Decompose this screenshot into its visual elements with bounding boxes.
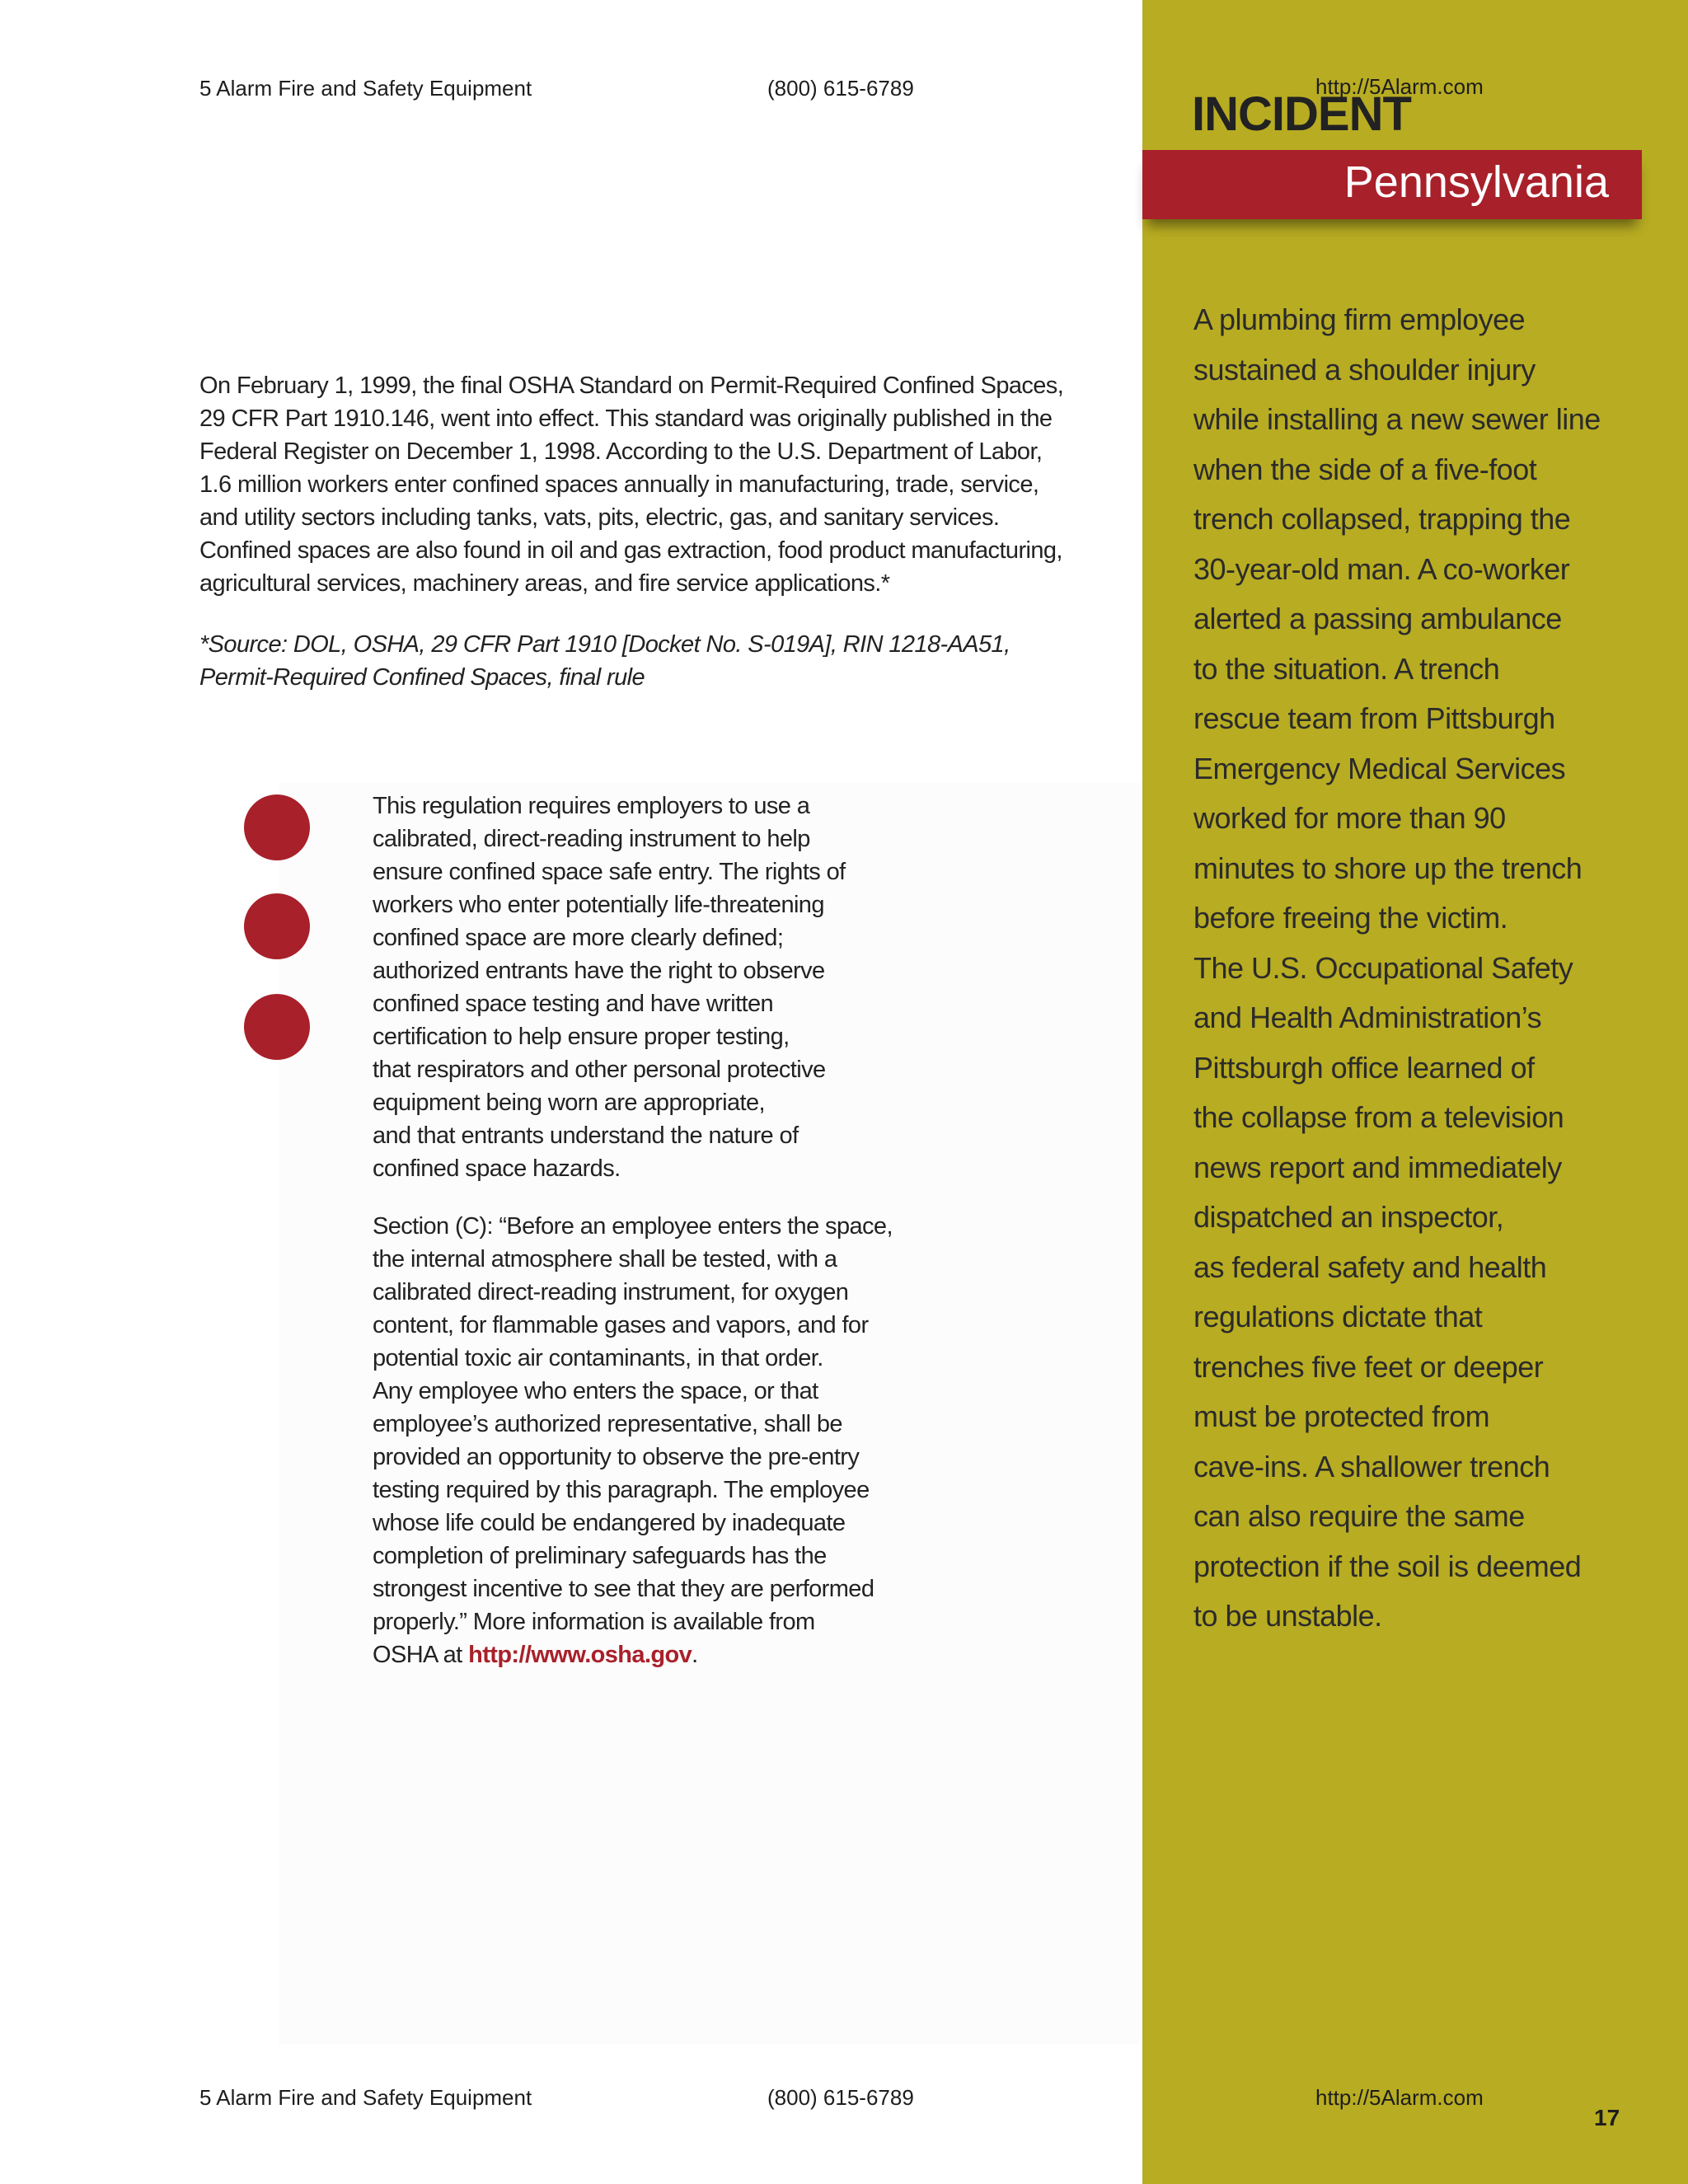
- source-line: Permit-Required Confined Spaces, final rule: [199, 664, 645, 691]
- header-company: 5 Alarm Fire and Safety Equipment: [199, 76, 532, 101]
- regulation-line: authorized entrants have the right to observe: [373, 958, 825, 984]
- section-line: content, for flammable gases and vapors, and for: [373, 1312, 869, 1338]
- section-line: provided an opportunity to observe the pre-entry: [373, 1444, 860, 1470]
- story-line: A plumbing firm employee: [1193, 302, 1526, 336]
- source-citation: [199, 628, 1106, 694]
- story-line: and Health Administration’s: [1193, 1001, 1542, 1034]
- story-line: to be unstable.: [1193, 1599, 1382, 1633]
- incident-story: [1193, 295, 1622, 1642]
- intro-line: On February 1, 1999, the final OSHA Standard on Permit-Required Confined Spaces,: [199, 373, 1064, 399]
- intro-line: Federal Register on December 1, 1998. According to the U.S. Department of Labor,: [199, 438, 1043, 465]
- intro-line: Confined spaces are also found in oil and gas extraction, food product manufacturing,: [199, 537, 1062, 564]
- footer-url[interactable]: http://5Alarm.com: [1315, 2085, 1484, 2110]
- regulation-line: This regulation requires employers to use a: [373, 793, 810, 819]
- incident-title: INCIDENT: [1192, 87, 1411, 141]
- regulation-line: that respirators and other personal protective: [373, 1057, 826, 1083]
- header-url[interactable]: http://5Alarm.com: [1315, 74, 1484, 99]
- intro-line: agricultural services, machinery areas, and fire service applications.*: [199, 570, 890, 597]
- osha-prefix: OSHA at: [373, 1642, 469, 1668]
- section-c-paragraph: [373, 1210, 908, 1671]
- osha-suffix: .: [692, 1642, 698, 1668]
- regulation-line: calibrated, direct-reading instrument to help: [373, 826, 810, 852]
- bullet-dot-3: [244, 994, 310, 1060]
- section-line: strongest incentive to see that they are performed: [373, 1576, 874, 1602]
- story-line: cave-ins. A shallower trench: [1193, 1449, 1550, 1483]
- section-line: employee’s authorized representative, shall be: [373, 1411, 842, 1437]
- header-phone: (800) 615-6789: [767, 76, 914, 101]
- section-line: calibrated direct-reading instrument, for oxygen: [373, 1279, 849, 1305]
- regulation-text: [373, 790, 908, 1696]
- regulation-line: and that entrants understand the nature of: [373, 1122, 799, 1149]
- story-line: alerted a passing ambulance: [1193, 602, 1562, 635]
- regulation-line: confined space hazards.: [373, 1155, 621, 1182]
- story-line: to the situation. A trench: [1193, 651, 1500, 686]
- intro-line: 29 CFR Part 1910.146, went into effect. This standard was originally published in the: [199, 405, 1053, 432]
- story-line: trench collapsed, trapping the: [1193, 502, 1571, 536]
- source-line: *Source: DOL, OSHA, 29 CFR Part 1910 [Docket No. S-019A], RIN 1218-AA51,: [199, 631, 1010, 658]
- story-line: dispatched an inspector,: [1193, 1200, 1504, 1234]
- story-line: 30-year-old man. A co-worker: [1193, 551, 1570, 586]
- story-line: before freeing the victim.: [1193, 901, 1508, 935]
- footer-company: 5 Alarm Fire and Safety Equipment: [199, 2085, 532, 2110]
- story-line: while installing a new sewer line: [1193, 402, 1601, 436]
- location-label: Pennsylvania: [1343, 157, 1609, 207]
- intro-paragraph: [199, 369, 1106, 600]
- bullet-dot-1: [244, 794, 310, 860]
- story-line: can also require the same: [1193, 1499, 1525, 1533]
- regulation-line: certification to help ensure proper testing,: [373, 1024, 790, 1050]
- story-line: worked for more than 90: [1193, 801, 1506, 835]
- intro-line: 1.6 million workers enter confined spaces annually in manufacturing, trade, service,: [199, 471, 1039, 498]
- section-line: Any employee who enters the space, or that: [373, 1378, 818, 1404]
- bullet-dot-2: [244, 893, 310, 959]
- regulation-line: equipment being worn are appropriate,: [373, 1090, 765, 1116]
- section-line: whose life could be endangered by inadequate: [373, 1510, 846, 1536]
- footer-phone: (800) 615-6789: [767, 2085, 914, 2110]
- story-line: when the side of a five-foot: [1193, 452, 1537, 486]
- section-line: completion of preliminary safeguards has the: [373, 1543, 827, 1569]
- story-line: protection if the soil is deemed: [1193, 1549, 1582, 1583]
- page-number: 17: [1594, 2105, 1620, 2130]
- story-line: must be protected from: [1193, 1399, 1490, 1433]
- regulation-line: workers who enter potentially life-threatening: [373, 892, 824, 918]
- story-line: Pittsburgh office learned of: [1193, 1050, 1535, 1085]
- intro-line: and utility sectors including tanks, vats, pits, electric, gas, and sanitary services.: [199, 504, 1000, 531]
- regulation-paragraph: [373, 790, 908, 1185]
- story-line: trenches five feet or deeper: [1193, 1349, 1544, 1384]
- regulation-line: confined space are more clearly defined;: [373, 925, 784, 951]
- regulation-line: ensure confined space safe entry. The rights of: [373, 859, 846, 885]
- osha-link[interactable]: http://www.osha.gov: [468, 1642, 692, 1668]
- story-line: Emergency Medical Services: [1193, 751, 1566, 785]
- story-line: regulations dictate that: [1193, 1300, 1483, 1333]
- story-line: minutes to shore up the trench: [1193, 851, 1582, 885]
- story-line: news report and immediately: [1193, 1150, 1562, 1184]
- section-line: the internal atmosphere shall be tested, with a: [373, 1246, 837, 1272]
- regulation-line: confined space testing and have written: [373, 991, 774, 1017]
- story-line: sustained a shoulder injury: [1193, 352, 1536, 387]
- story-line: the collapse from a television: [1193, 1100, 1564, 1134]
- location-banner: [1142, 150, 1642, 219]
- story-line: rescue team from Pittsburgh: [1193, 701, 1555, 735]
- story-line: as federal safety and health: [1193, 1249, 1547, 1284]
- section-line: properly.” More information is available from: [373, 1609, 815, 1635]
- section-line: testing required by this paragraph. The employee: [373, 1477, 870, 1503]
- story-line: The U.S. Occupational Safety: [1193, 950, 1573, 985]
- section-line: potential toxic air contaminants, in that order.: [373, 1345, 823, 1371]
- section-line: Section (C): “Before an employee enters the space,: [373, 1213, 893, 1240]
